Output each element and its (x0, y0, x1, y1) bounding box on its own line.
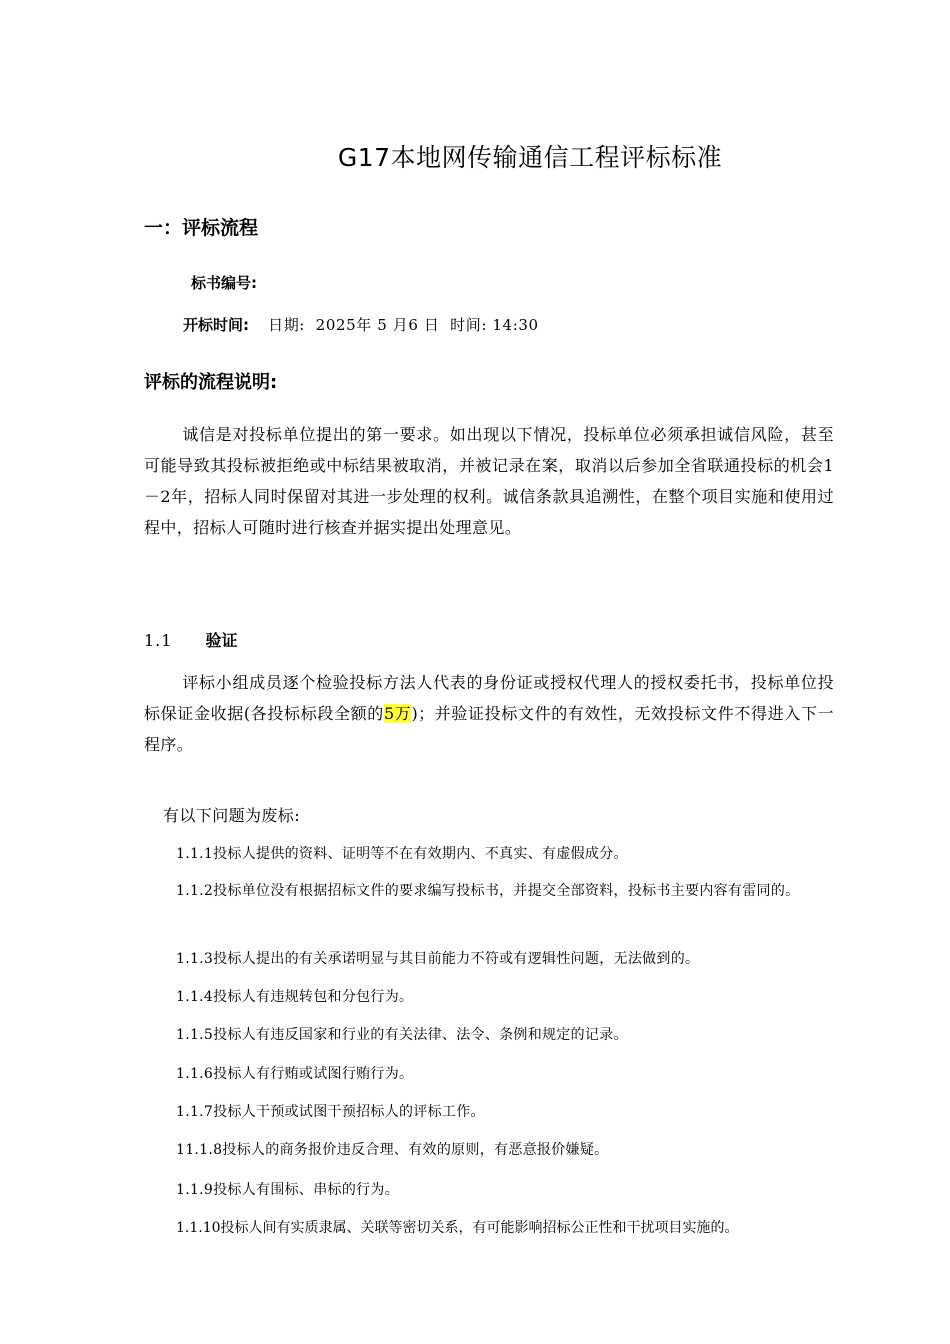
disqualify-item: 1.1.2投标单位没有根据招标文件的要求编写投标书，并提交全部资料，投标书主要内容有雷同的。 (176, 883, 800, 899)
process-description-heading: 评标的流程说明: (144, 372, 278, 393)
disqualify-item: 1.1.3投标人提出的有关承诺明显与其目前能力不符或有逻辑性问题，无法做到的。 (176, 951, 700, 967)
section-1-1-heading (144, 628, 238, 651)
bid-number-label: 标书编号: (191, 274, 257, 292)
integrity-paragraph-text: 诚信是对投标单位提出的第一要求。如出现以下情况，投标单位必须承担诚信风险，甚至可能导致其投标被拒绝或中标结果被取消，并被记录在案，取消以后参加全省联通投标的机会1－2年，招标人同时保留对其进一步处理的权利。诚信条款具追溯性，在整个项目实施和使用过程中，招标人可随时进行核查并据实提出处理意见。 (144, 425, 834, 537)
disqualify-item: 1.1.9投标人有围标、串标的行为。 (176, 1182, 400, 1198)
section-number: 1.1 (144, 631, 173, 650)
disqualification-heading: 有以下问题为废标: (163, 806, 300, 825)
section-name: 验证 (205, 631, 238, 650)
disqualify-item: 1.1.10投标人间有实质隶属、关联等密切关系，有可能影响招标公正性和干扰项目实施的。 (176, 1220, 739, 1236)
disqualify-item: 1.1.6投标人有行贿或试图行贿行为。 (176, 1066, 414, 1082)
verification-paragraph (144, 667, 834, 760)
disqualify-item: 1.1.7投标人干预或试图干预招标人的评标工作。 (176, 1104, 485, 1120)
verification-text-after: )；并验证投标文件的有效性，无效投标文件不得进入下一程序。 (144, 704, 834, 754)
disqualify-item: 11.1.8投标人的商务报价违反合理、有效的原则，有恶意报价嫌疑。 (176, 1142, 609, 1158)
verification-text-before: 评标小组成员逐个检验投标方法人代表的身份证或授权代理人的授权委托书，投标单位投标保证金收据(各投标标段全额的 (144, 673, 834, 723)
integrity-paragraph (144, 419, 834, 543)
deposit-amount-highlight: 5万 (383, 704, 412, 723)
disqualify-item: 1.1.5投标人有违反国家和行业的有关法律、法令、条例和规定的记录。 (176, 1027, 628, 1043)
disqualify-item: 1.1.4投标人有违规转包和分包行为。 (176, 989, 414, 1005)
open-time-row (183, 314, 539, 335)
disqualify-item: 1.1.1投标人提供的资料、证明等不在有效期内、不真实、有虚假成分。 (176, 846, 628, 862)
open-time-value: 日期: 2025年 5 月6 日 时间: 14:30 (268, 316, 539, 334)
section-heading-process: 一：评标流程 (144, 217, 259, 239)
document-title: G17本地网传输通信工程评标标准 (337, 143, 723, 172)
open-time-label: 开标时间: (183, 316, 249, 334)
